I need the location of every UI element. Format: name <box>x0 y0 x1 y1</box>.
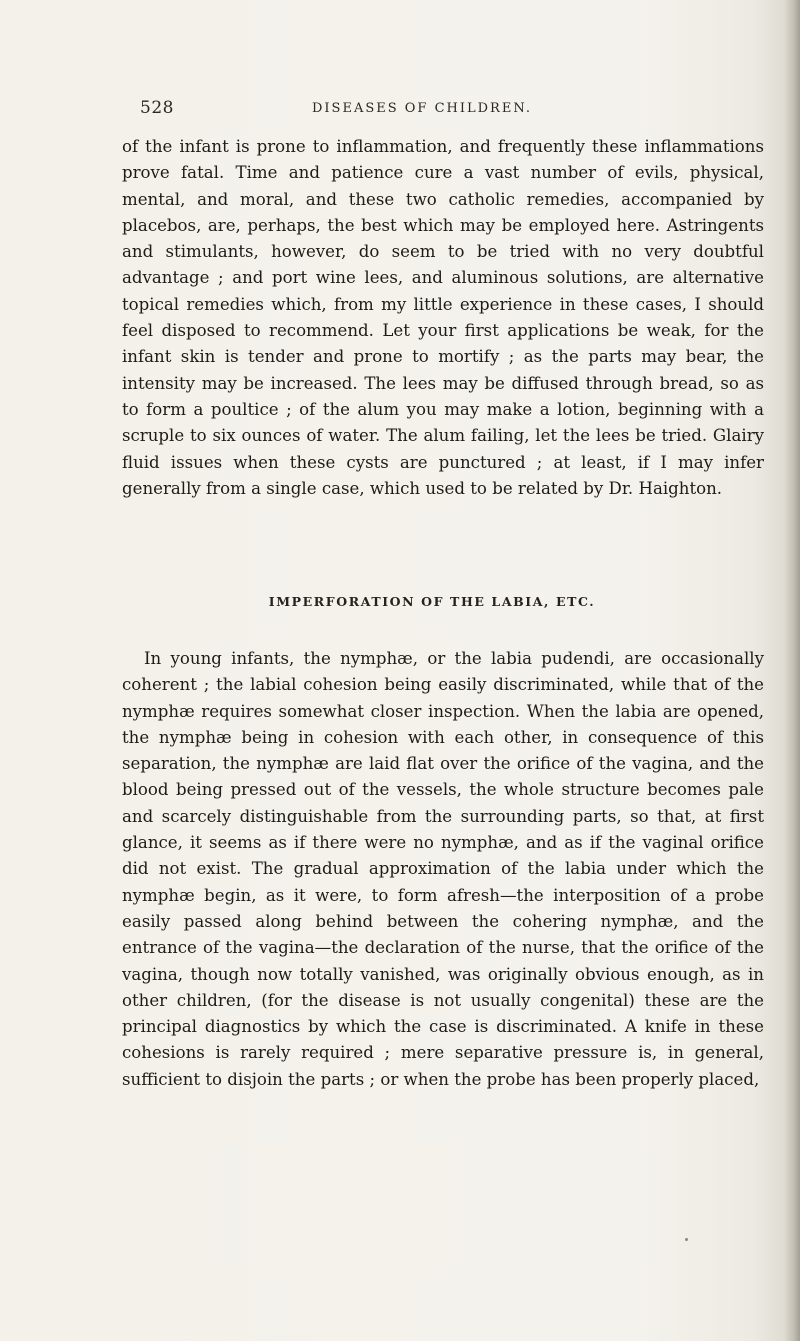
paragraph-imperforation: In young infants, the nymphæ, or the labia pudendi, are occasionally coherent ; the labial cohesion being easily discriminated, while that of the nymphæ requires somewhat closer inspection. When the labia are opened, the nymphæ being in cohesion with each other, in consequence of this separation, the nymphæ are laid flat over the orifice of the vagina, and the blood being pressed out of the vessels, the whole structure becomes pale and scarcely distinguishable from the surrounding parts, so that, at first glance, it seems as if there were no nymphæ, and as if the vaginal orifice did not exist. The gradual approximation of the labia under which the nymphæ begin, as it were, to form afresh—the interposition of a probe easily passed along behind between the cohering nymphæ, and the entrance of the vagina—the declaration of the nurse, that the orifice of the vagina, though now totally vanished, was originally obvious enough, as in other children, (for the disease is not usually congenital) these are the principal diagnostics by which the case is discriminated. A knife in these cohesions is rarely required ; mere separative pressure is, in general, sufficient to disjoin the parts ; or when the probe has been properly placed, <box>122 649 764 1089</box>
running-title: DISEASES OF CHILDREN. <box>312 101 533 116</box>
paper-speck <box>685 1238 688 1241</box>
page-header <box>140 98 770 124</box>
paragraph-continued: of the infant is prone to inflammation, and frequently these inflammations prove fatal. Time and patience cure a vast number of evils, physical, mental, and moral, and these two catholic remedies, accompanied by placebos, are, perhaps, the best which may be employed here. Astringents and stimulants, however, do seem to be tried with no very doubtful advantage ; and port wine lees, and aluminous solutions, are alternative topical remedies which, from my little experience in these cases, I should feel disposed to recommend. Let your first applications be weak, for the infant skin is tender and prone to mortify ; as the parts may bear, the intensity may be increased. The lees may be diffused through bread, so as to form a poultice ; of the alum you may make a lotion, beginning with a scruple to six ounces of water. The alum failing, let the lees be tried. Glairy fluid issues when these cysts are punctured ; at least, if I may infer generally from a single case, which used to be related by Dr. Haighton. <box>122 137 764 498</box>
page-number: 528 <box>140 98 174 118</box>
section-heading: IMPERFORATION OF THE LABIA, ETC. <box>268 594 596 609</box>
page-edge-shadow <box>784 0 800 1341</box>
